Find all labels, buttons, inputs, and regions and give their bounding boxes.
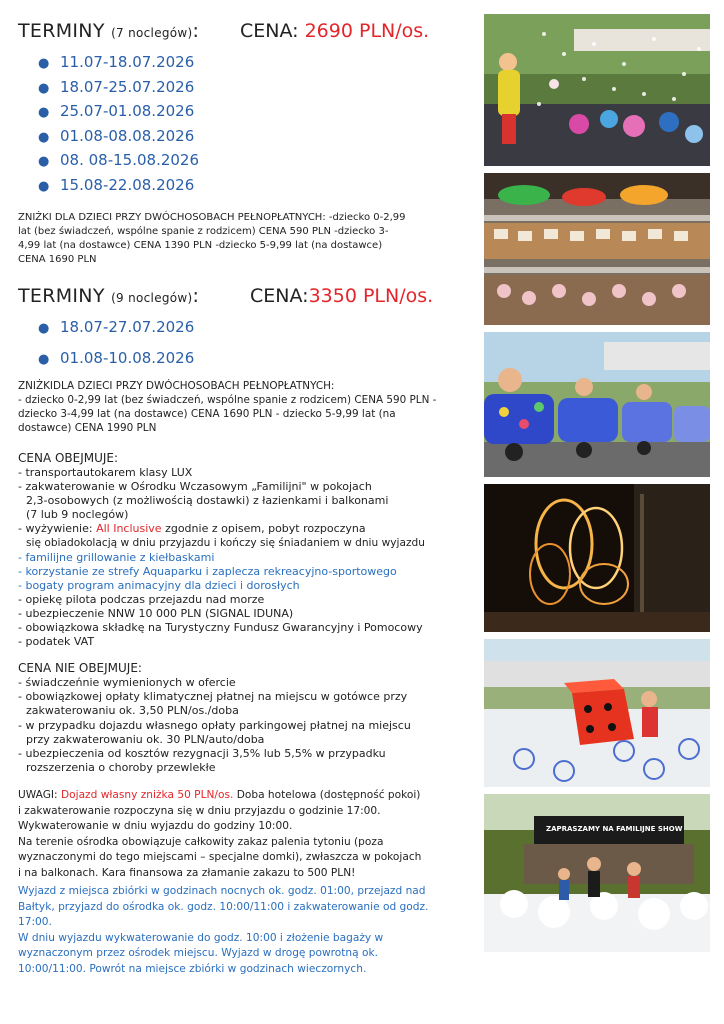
price: CENA:3350 PLN/os. (250, 285, 434, 307)
price-value: 3350 PLN/os. (308, 285, 434, 307)
bullet-icon: ● (38, 105, 50, 120)
travel-info: Wyjazd z miejsca zbiórki w godzinach nocnych ok. godz. 01:00, przejazd nad Bałtyk, przyjazd do ośrodka ok. godz. 10:00/11:00 i zakwaterowanie od godz. 17:00. W dniu wyjazdu wykwaterowanie do godz. 10:00 i złożenie bagaży w wyznaczonym przez ośrodek miejscu. Wyjazd w drogę powrotną ok. 10:00/11:00. Powrót na miejsce zbiórki w godzinach wieczornych. (18, 885, 429, 975)
price-value: 2690 PLN/os. (304, 20, 430, 42)
date-item: ● 01.08-10.08.2026 (38, 345, 480, 371)
photo-dessert-buffet (484, 173, 710, 325)
price-excludes: CENA NIE OBEJMUJE: - świadczeńnie wymienionych w ofercie - obowiązkowej opłaty klimatycznej płatnej na miejscu w gotówce przy zakwaterowaniu ok. 3,50 PLN/os./doba - w przypadku dojazdu własnego opłaty parkingowej płatnej na miejscu przy zakwaterowaniu ok. 30 PLN/auto/doba - ubezpieczenia od kosztów rezygnacji 3,5% lub 5,5% w przypadku rozszerzenia o choroby przewlekłe (18, 661, 480, 775)
bullet-icon: ● (38, 80, 50, 96)
includes-title: CENA OBEJMUJE: (18, 451, 119, 465)
photo-giant-dice (484, 639, 710, 787)
photo-fire-show (484, 484, 710, 632)
bullet-icon: ● (38, 352, 50, 367)
terms-title: TERMINY (18, 20, 105, 42)
date-item: ● 08. 08-15.08.2026 (38, 148, 480, 173)
bullet-icon: ● (38, 321, 50, 336)
photo-kids-train-ride (484, 332, 710, 477)
date-item: ● 15.08-22.08.2026 (38, 173, 480, 198)
nights-count: (7 noclegów) (111, 26, 193, 40)
date-list-9-nights (18, 315, 480, 371)
price-includes: CENA OBEJMUJE: - transportautokarem klasy LUX - zakwaterowanie w Ośrodku Wczasowym „Familijni" w pokojach 2,3-osobowych (z możliwością dostawki) z łazienkami i balkonami (7 lub 9 noclegów) - wyżywienie: All Inclusive zgodnie z opisem, pobyt rozpoczyna się obiadokolacją w dniu przyjazdu i kończy się śniadaniem w dniu wyjazdu - familijne grillowanie z kiełbaskami - korzystanie ze strefy Aquaparku i zaplecza rekreacyjno-sportowego - bogaty program animacyjny dla dzieci i dorosłych - opiekę pilota podczas przejazdu nad morze - ubezpieczenie NNW 10 000 PLN (SIGNAL IDUNA) - obowiązkowa składkę na Turystyczny Fundusz Gwarancyjny i Pomocowy - podatek VAT (18, 451, 480, 649)
offer-text-column (18, 20, 480, 977)
bullet-icon: ● (38, 178, 50, 194)
bullet-icon: ● (38, 56, 50, 71)
date-item: ● 25.07-01.08.2026 (38, 99, 480, 124)
notes: UWAGI: Dojazd własny zniżka 50 PLN/os. Doba hotelowa (dostępność pokoi) i zakwaterowanie rozpoczyna się w dniu przyjazdu o godzinie 17:00. Wykwaterowanie w dniu wyjazdu do godziny 10:00. Na terenie ośrodka obowiązuje całkowity zakaz palenia tytoniu (poza wyznaczonymi do tego miejscami – specjalne domki), zwłaszcza w pokojach i na balkonach. Kara finansowa za złamanie zakazu to 500 PLN! Wyjazd z miejsca zbiórki w godzinach nocnych ok. godz. 01:00, przejazd nad Bałtyk, przyjazd do ośrodka ok. godz. 10:00/11:00 i zakwaterowanie od godz. 17:00. W dniu wyjazdu wykwaterowanie do godz. 10:00 i złożenie bagaży w wyznaczonym przez ośrodek miejscu. Wyjazd w drogę powrotną ok. 10:00/11:00. Powrót na miejsce zbiórki w godzinach wieczornych. (18, 787, 480, 978)
photo-foam-party-show (484, 794, 710, 952)
date-item: ● 01.08-08.08.2026 (38, 124, 480, 149)
child-discounts-7-nights: ZNIŻKI DLA DZIECI PRZY DWÓCHOSOBACH PEŁNOPŁATNYCH: -dziecko 0-2,99 lat (bez świadczeń, wspólne spanie z rodzicem) CENA 590 PLN -dziecko 3- 4,99 lat (na dostawce) CENA 1390 PLN -dziecko 5-9,99 lat (na dostawce) CENA 1690 PLN (18, 212, 406, 265)
terms-header-9-nights: TERMINY (9 noclegów): CENA:3350 PLN/os. (18, 285, 434, 307)
date-item: ● 18.07-27.07.2026 (38, 315, 480, 345)
date-item: ● 11.07-18.07.2026 (38, 50, 480, 75)
nights-count: (9 noclegów) (111, 291, 193, 305)
terms-header-7-nights: TERMINY (7 noclegów): CENA: 2690 PLN/os. (18, 20, 430, 42)
date-item: ● 18.07-25.07.2026 (38, 75, 480, 100)
date-list-7-nights (18, 50, 480, 197)
excludes-title: CENA NIE OBEJMUJE: (18, 661, 142, 676)
bullet-icon: ● (38, 154, 50, 169)
photos-column (484, 14, 710, 959)
price: CENA: 2690 PLN/os. (240, 20, 430, 42)
show-banner-text: ZAPRASZAMY NA FAMILIJNE SHOW (546, 825, 683, 833)
terms-title: TERMINY (18, 285, 105, 307)
child-discounts-9-nights: ZNIŻKIDLA DZIECI PRZY DWÓCHOSOBACH PEŁNOPŁATNYCH: - dziecko 0-2,99 lat (bez świadczeń, wspólne spanie z rodzicem) CENA 590 PLN - dziecko 3-4,99 lat (na dostawce) CENA 1690 PLN - dziecko 5-9,99 lat (na dostawce) CENA 1990 PLN (18, 380, 437, 434)
photo-bubble-party (484, 14, 710, 166)
bullet-icon: ● (38, 129, 50, 145)
